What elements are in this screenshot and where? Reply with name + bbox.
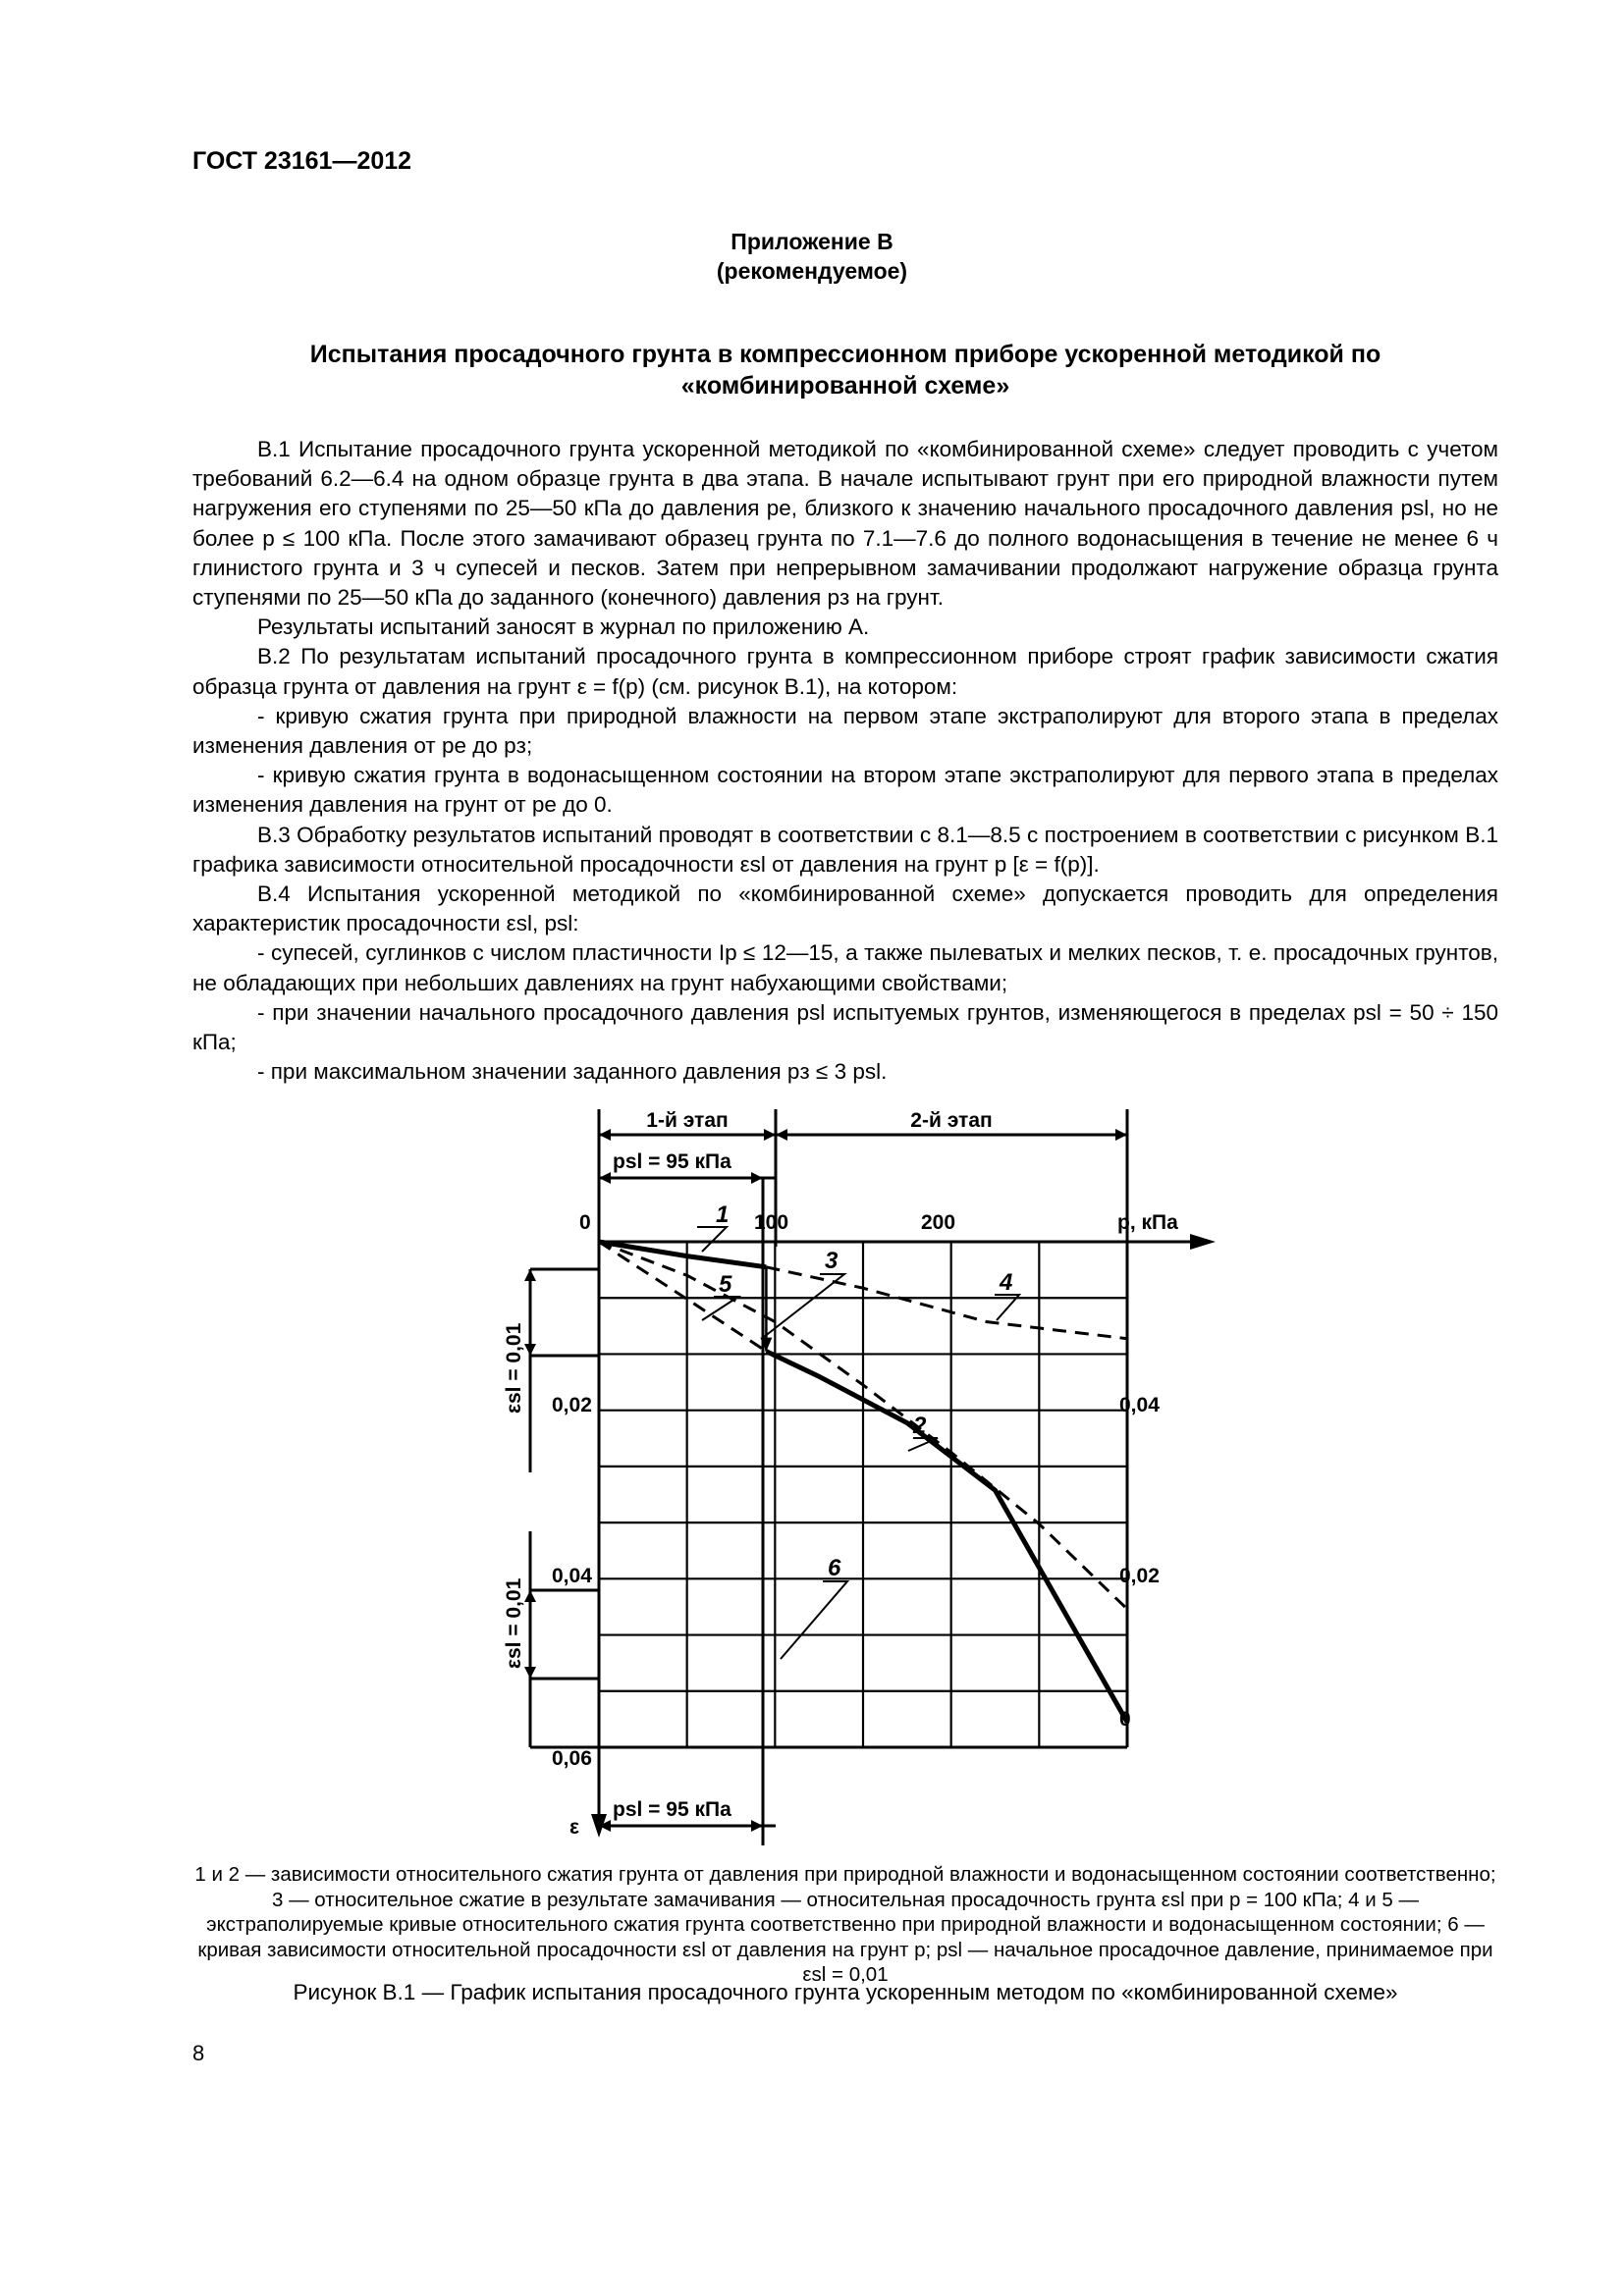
- paragraph-b2-item1: - кривую сжатия грунта при природной влажности на первом этапе экстраполируют для второго этапа в пределах изменения давления от pe до pз;: [192, 703, 1498, 759]
- eps-sl-label-upper: εsl = 0,01: [503, 1322, 525, 1414]
- appendix-kind: (рекомендуемое): [716, 258, 908, 284]
- right-tick-004: 0,04: [1119, 1394, 1160, 1416]
- psl-bottom-label: psl = 95 кПа: [613, 1798, 731, 1821]
- curve-5: [599, 1242, 766, 1352]
- figure-legend: 1 и 2 — зависимости относительного сжатия грунта от давления при природной влажности и водонасыщенном состоянии соответственно; 3 — относительное сжатие в результате замачивания — относительная просадочность грунта εsl при p = 100 кПа; 4 и 5 — экстраполируемые кривые относительного сжатия грунта соответственно при природной влажности и водонасыщенном состоянии; 6 — кривая зависимости относительной просадочности εsl от давления на грунт p; psl — начальное просадочное давление, принимаемое при εsl = 0,01: [194, 1863, 1496, 1986]
- curve-number-4: 4: [1000, 1269, 1013, 1296]
- paragraph-b4-item2: - при значении начального просадочного давления psl испытуемых грунтов, изменяющегося в пределах psl = 50 ÷ 150 кПа;: [192, 999, 1498, 1055]
- psl-top-label: psl = 95 кПа: [613, 1150, 731, 1173]
- stage2-label: 2-й этап: [910, 1109, 993, 1132]
- section-title: Испытания просадочного грунта в компрессионном приборе ускоренной методикой по «комбинированной схеме»: [309, 341, 1381, 400]
- paragraph-results: Результаты испытаний заносят в журнал по приложению А.: [257, 614, 870, 640]
- chart-grid: [599, 1242, 1193, 1816]
- top-tick-0: 0: [579, 1211, 591, 1234]
- figure-caption: Рисунок В.1 — График испытания просадочного грунта ускоренным методом по «комбинированной схеме»: [293, 1980, 1398, 2004]
- curve-1: [599, 1242, 766, 1267]
- paragraph-b2-item2: - кривую сжатия грунта в водонасыщенном состоянии на втором этапе экстраполируют для первого этапа в пределах изменения давления на грунт от pe до 0.: [192, 763, 1498, 818]
- curve-4: [766, 1267, 1127, 1339]
- eps-sl-label-lower: εsl = 0,01: [503, 1577, 525, 1669]
- left-tick-004: 0,04: [552, 1565, 592, 1587]
- curve-number-1: 1: [716, 1201, 730, 1228]
- top-tick-100: 100: [754, 1211, 789, 1234]
- appendix-title: Приложение В: [731, 229, 893, 254]
- stage1-label: 1-й этап: [646, 1109, 729, 1132]
- eps-axis-label: ε: [569, 1816, 579, 1839]
- paragraph-b2: В.2 По результатам испытаний просадочного грунта в компрессионном приборе строят график зависимости сжатия образца грунта от давления на грунт ε = f(p) (см. рисунок В.1), на котором:: [192, 644, 1498, 699]
- paragraph-b4-item3: - при максимальном значении заданного давления pз ≤ 3 psl.: [257, 1059, 888, 1085]
- curve-number-2: 2: [913, 1413, 927, 1439]
- curve-number-6: 6: [828, 1555, 841, 1581]
- p-axis-arrow: [1190, 1234, 1216, 1250]
- dimension-lines: [530, 1109, 1127, 1845]
- document-header: ГОСТ 23161—2012: [192, 147, 412, 175]
- left-tick-006: 0,06: [552, 1747, 592, 1770]
- leader-lines: [697, 1227, 1019, 1659]
- curve-number-5: 5: [719, 1271, 732, 1298]
- p-axis-label: p, кПа: [1117, 1211, 1178, 1234]
- paragraph-b4-item1: - супесей, суглинков с числом пластичности Ip ≤ 12—15, а также пылеватых и мелких песков, т. е. просадочных грунтов, не обладающих при небольших давлениях на грунт набухающими свойствами;: [192, 940, 1498, 995]
- right-tick-0: 0: [1119, 1708, 1131, 1731]
- curve-number-3: 3: [825, 1248, 839, 1274]
- right-tick-002: 0,02: [1119, 1565, 1160, 1587]
- paragraph-b1: В.1 Испытание просадочного грунта ускоренной методикой по «комбинированной схеме» следует проводить с учетом требований 6.2—6.4 на одном образце грунта в два этапа. В начале испытывают грунт при его природной влажности путем нагружения его ступенями по 25—50 кПа до давления pe, близкого к значению начального просадочного давления psl, но не более p ≤ 100 кПа. После этого замачивают образец грунта по 7.1—7.6 до полного водонасыщения в течение не менее 6 ч глинистого грунта и 3 ч супесей и песков. Затем при непрерывном замачивании продолжают нагружение образца грунта ступенями по 25—50 кПа до заданного (конечного) давления pз на грунт.: [192, 437, 1498, 611]
- curve-2: [766, 1352, 1127, 1723]
- left-tick-002: 0,02: [552, 1394, 592, 1416]
- paragraph-b4: В.4 Испытания ускоренной методикой по «комбинированной схеме» допускается проводить для определения характеристик просадочности εsl, psl:: [192, 881, 1498, 936]
- page-number: 8: [192, 2041, 205, 2065]
- top-tick-200: 200: [921, 1211, 956, 1234]
- paragraph-b3: В.3 Обработку результатов испытаний проводят в соответствии с 8.1—8.5 с построением в соответствии с рисунком В.1 графика зависимости относительной просадочности εsl от давления на грунт p [ε = f(p)].: [192, 822, 1498, 877]
